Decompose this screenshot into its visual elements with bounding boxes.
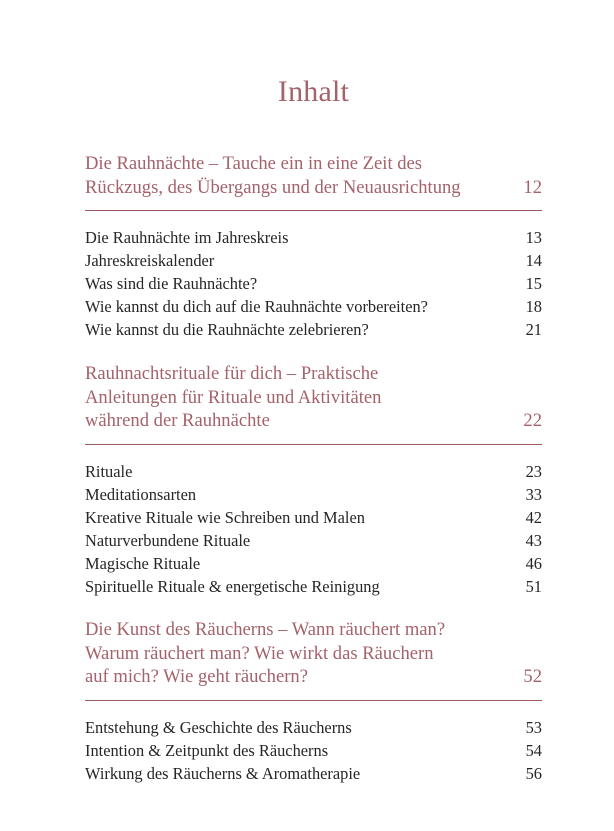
toc-entry-label: Meditationsarten bbox=[85, 484, 197, 504]
toc-entry-page: 54 bbox=[525, 740, 542, 760]
toc-entry[interactable] bbox=[85, 295, 542, 318]
toc-entry[interactable] bbox=[85, 318, 542, 341]
toc-entry-label: Jahreskreiskalender bbox=[85, 251, 215, 271]
toc-entry[interactable] bbox=[85, 529, 542, 552]
section-heading-line: auf mich? Wie geht räuchern? bbox=[85, 666, 308, 687]
toc-entry-page: 23 bbox=[525, 461, 542, 481]
toc-section-raeuchern bbox=[85, 618, 542, 785]
toc-entry-page: 33 bbox=[525, 484, 542, 504]
toc-section-rituale bbox=[85, 362, 542, 598]
section-heading-line: Rückzugs, des Übergangs und der Neuausrichtung bbox=[85, 176, 461, 198]
toc-entry-page: 53 bbox=[525, 717, 542, 737]
toc-entry-label: Was sind die Rauhnächte? bbox=[85, 274, 258, 294]
section-divider bbox=[85, 210, 542, 211]
section-heading-line: Die Rauhnächte – Tauche ein in eine Zeit des bbox=[85, 153, 423, 174]
section-heading-line: Anleitungen für Rituale und Aktivitäten bbox=[85, 386, 382, 408]
section-heading[interactable] bbox=[85, 618, 542, 689]
toc-entry[interactable] bbox=[85, 739, 542, 762]
toc-entry-label: Wie kannst du die Rauhnächte zelebrieren? bbox=[85, 320, 369, 340]
toc-entry-label: Spirituelle Rituale & energetische Reinigung bbox=[85, 576, 380, 596]
toc-entry-list bbox=[85, 460, 542, 599]
toc-entry-page: 15 bbox=[525, 274, 542, 294]
section-heading[interactable] bbox=[85, 362, 542, 433]
toc-entry-page: 51 bbox=[525, 576, 542, 596]
toc-entry[interactable] bbox=[85, 762, 542, 785]
toc-entry-page: 21 bbox=[525, 320, 542, 340]
toc-entry-list bbox=[85, 716, 542, 785]
toc-entry-page: 43 bbox=[525, 530, 542, 550]
toc-entry[interactable] bbox=[85, 483, 542, 506]
toc-entry-page: 14 bbox=[525, 251, 542, 271]
toc-entry-label: Kreative Rituale wie Schreiben und Malen bbox=[85, 507, 365, 527]
toc-entry-page: 18 bbox=[525, 297, 542, 317]
toc-entry[interactable] bbox=[85, 575, 542, 598]
toc-entry-label: Wie kannst du dich auf die Rauhnächte vorbereiten? bbox=[85, 297, 428, 317]
section-divider bbox=[85, 700, 542, 701]
toc-entry[interactable] bbox=[85, 552, 542, 575]
section-heading[interactable] bbox=[85, 152, 542, 199]
toc-entry-page: 42 bbox=[525, 507, 542, 527]
section-heading-line: Die Kunst des Räucherns – Wann räuchert man? bbox=[85, 619, 446, 640]
section-divider bbox=[85, 444, 542, 445]
toc-entry[interactable] bbox=[85, 506, 542, 529]
toc-entry-page: 13 bbox=[525, 228, 542, 247]
toc-entry-label: Die Rauhnächte im Jahreskreis bbox=[85, 228, 289, 247]
toc-entry-label: Rituale bbox=[85, 461, 133, 481]
section-heading-line: Warum räuchert man? Wie wirkt das Räuchern bbox=[85, 642, 434, 664]
toc-entry-label: Wirkung des Räucherns & Aromatherapie bbox=[85, 763, 361, 783]
toc-entry-page: 56 bbox=[525, 763, 542, 783]
toc-entry-label: Intention & Zeitpunkt des Räucherns bbox=[85, 740, 329, 760]
section-heading-line: Rauhnachtsrituale für dich – Praktische bbox=[85, 363, 379, 384]
toc-entry-label: Magische Rituale bbox=[85, 553, 201, 573]
toc-entry[interactable] bbox=[85, 249, 542, 272]
toc-section-rauhnaechte bbox=[85, 152, 542, 341]
toc-entry-label: Entstehung & Geschichte des Räucherns bbox=[85, 717, 352, 737]
toc-entry[interactable] bbox=[85, 460, 542, 483]
page-title: Inhalt bbox=[277, 75, 350, 108]
section-page-number: 12 bbox=[523, 176, 542, 198]
toc-entry-label: Naturverbundene Rituale bbox=[85, 530, 251, 550]
section-page-number: 52 bbox=[523, 666, 542, 687]
toc-entry[interactable] bbox=[85, 716, 542, 739]
toc-entry-page: 46 bbox=[525, 553, 542, 573]
toc-entry-list bbox=[85, 226, 542, 341]
toc-entry[interactable] bbox=[85, 272, 542, 295]
section-page-number: 22 bbox=[523, 410, 542, 431]
toc-entry[interactable] bbox=[85, 226, 542, 249]
section-heading-line: während der Rauhnächte bbox=[85, 410, 270, 431]
